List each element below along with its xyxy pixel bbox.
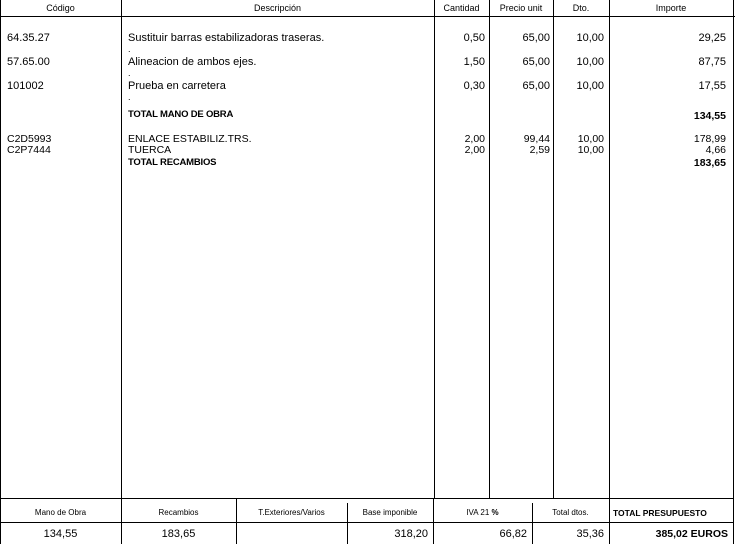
labor-row-2-amount: 87,75 (698, 56, 726, 68)
part-row-1-dto: 10,00 (577, 133, 604, 145)
footer-base-imponible-label: Base imponible (362, 508, 418, 517)
labor-row-1-desc: Sustituir barras estabilizadoras traseras. (128, 32, 325, 44)
footer-iva-label (433, 506, 532, 520)
labor-row-1-amount: 29,25 (698, 32, 726, 44)
part-row-1-amount: 178,99 (693, 133, 726, 145)
labor-row-1-dot: . (128, 44, 131, 54)
labor-row-3-dto: 10,00 (576, 80, 604, 92)
labor-row-2-code: 57.65.00 (7, 56, 50, 68)
col-divider-importe (609, 0, 610, 498)
labor-row-2-dto: 10,00 (576, 56, 604, 68)
labor-row-3-qty: 0,30 (463, 80, 485, 92)
part-row-1-price: 99,44 (523, 133, 550, 145)
footer-divider-right (733, 498, 734, 544)
col-divider-cantidad (434, 0, 435, 498)
labor-row-2-dot: . (128, 68, 131, 78)
labor-row-2-desc: Alineacion de ambos ejes. (128, 56, 257, 68)
footer-recambios-label: Recambios (158, 508, 199, 517)
labor-row-3-amount: 17,55 (698, 80, 726, 92)
labor-row-2-qty: 1,50 (463, 56, 485, 68)
header-importe: Importe (655, 3, 687, 13)
labor-row-3-dot: . (128, 92, 131, 102)
col-divider-precio (489, 0, 490, 498)
footer-total-dtos-label: Total dtos. (552, 508, 589, 517)
header-cantidad: Cantidad (443, 3, 480, 13)
footer-total-presupuesto-value: 385,02 EUROS (655, 528, 728, 540)
header-precio-unit: Precio unit (499, 3, 543, 13)
footer-iva-text: IVA 21 (466, 508, 490, 517)
part-row-2-amount: 4,66 (705, 144, 726, 156)
labor-row-1-qty: 0,50 (463, 32, 485, 44)
header-bottom-border (0, 16, 735, 17)
total-mano-obra-label: TOTAL MANO DE OBRA (128, 109, 234, 120)
part-row-2-desc: TUERCA (128, 144, 172, 156)
part-row-1-code: C2D5993 (7, 133, 52, 145)
labor-row-1-code: 64.35.27 (7, 32, 50, 44)
part-row-2-code: C2P7444 (7, 144, 51, 156)
header-descripcion: Descripción (253, 3, 302, 13)
header-codigo: Código (46, 3, 75, 13)
labor-row-2-price: 65,00 (522, 56, 550, 68)
footer-iva-percent: % (491, 508, 499, 517)
footer-recambios-value: 183,65 (161, 528, 196, 540)
labor-row-1-price: 65,00 (522, 32, 550, 44)
footer-exteriores-label: T.Exteriores/Varios (258, 508, 325, 517)
col-divider-right (733, 0, 734, 498)
labor-row-3-price: 65,00 (522, 80, 550, 92)
part-row-2-price: 2,59 (529, 144, 550, 156)
total-recambios-label: TOTAL RECAMBIOS (128, 157, 217, 168)
part-row-2-dto: 10,00 (577, 144, 604, 156)
footer-exteriores-value (236, 524, 347, 544)
footer-total-dtos-value: 35,36 (576, 528, 604, 540)
footer-iva-value: 66,82 (499, 528, 527, 540)
labor-row-3-desc: Prueba en carretera (128, 80, 226, 92)
part-row-2-qty: 2,00 (464, 144, 485, 156)
footer-mid-border (0, 522, 733, 523)
total-mano-obra-value: 134,55 (693, 110, 726, 122)
part-row-1-qty: 2,00 (464, 133, 485, 145)
footer-total-presupuesto-label: TOTAL PRESUPUESTO (613, 508, 707, 518)
col-divider-codigo (0, 0, 1, 498)
col-divider-descripcion (121, 0, 122, 498)
part-row-1-desc: ENLACE ESTABILIZ.TRS. (128, 133, 252, 145)
col-divider-dto (553, 0, 554, 498)
labor-row-1-dto: 10,00 (576, 32, 604, 44)
total-recambios-value: 183,65 (693, 157, 726, 169)
footer-top-border (0, 498, 733, 499)
header-dto: Dto. (572, 3, 590, 13)
footer-mano-obra-label: Mano de Obra (34, 508, 87, 517)
footer-mano-obra-value: 134,55 (43, 528, 78, 540)
labor-row-3-code: 101002 (7, 80, 44, 92)
footer-base-imponible-value: 318,20 (394, 528, 428, 540)
